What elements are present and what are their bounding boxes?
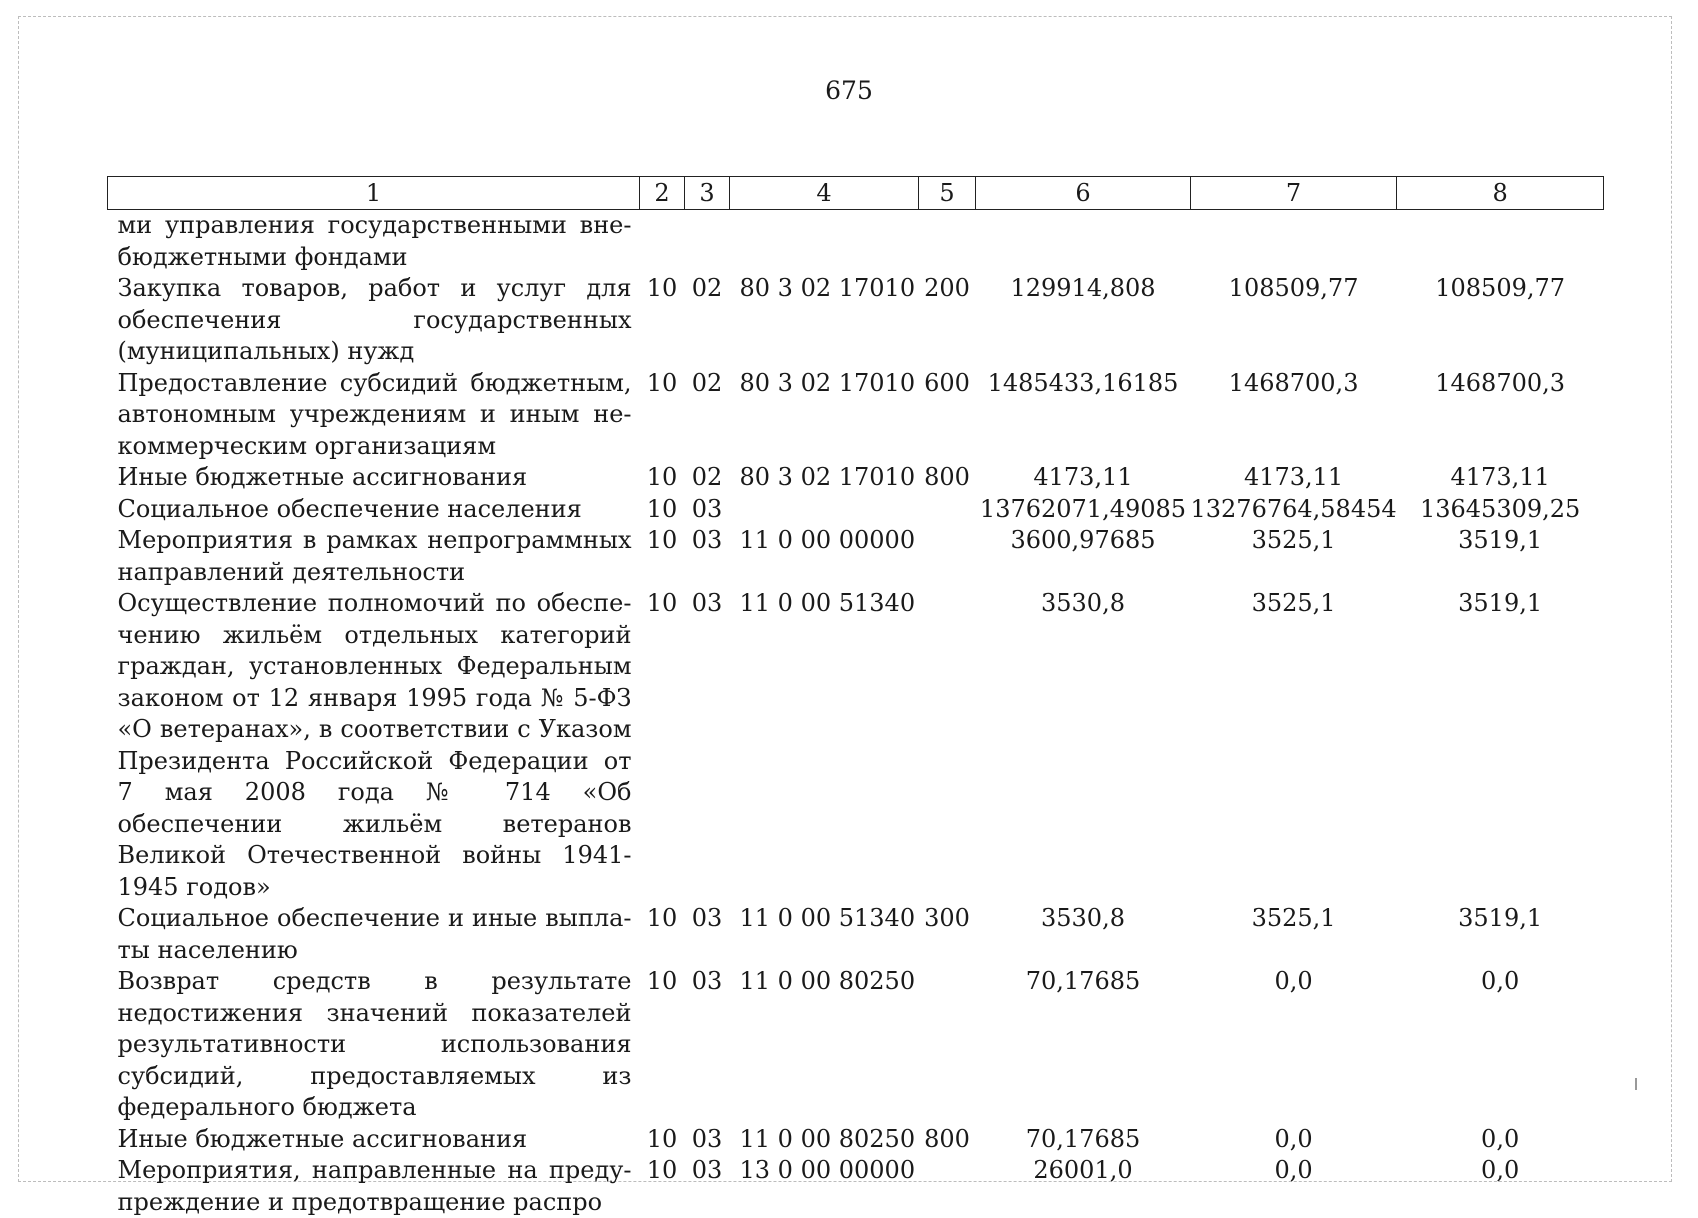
cell-target-article: 80 3 02 17010: [730, 368, 919, 463]
column-header-4: 4: [730, 177, 919, 210]
column-header-1: 1: [108, 177, 640, 210]
cell-amount-8: 0,0: [1397, 1155, 1604, 1218]
cell-section: 10: [640, 588, 685, 903]
cell-name: Иные бюджетные ассигнования: [108, 1124, 640, 1156]
cell-amount-6: 70,17685: [976, 1124, 1191, 1156]
cell-section: 10: [640, 966, 685, 1124]
cell-subsection: 02: [685, 273, 730, 368]
cell-amount-6: 13762071,49085: [976, 494, 1191, 526]
cell-target-article: 13 0 00 00000: [730, 1155, 919, 1218]
cell-subsection: 03: [685, 1155, 730, 1218]
cell-amount-6: 4173,11: [976, 462, 1191, 494]
cell-name: Возврат средств в результате недостижения значений показателей результативности использования субсидий, предоставляемых из федерального бюджета: [108, 966, 640, 1124]
cell-amount-6: 3530,8: [976, 903, 1191, 966]
table-row: [108, 494, 1604, 526]
cell-amount-7: 0,0: [1191, 966, 1397, 1124]
cell-target-article: 11 0 00 80250: [730, 966, 919, 1124]
table-row: [108, 525, 1604, 588]
cell-target-article: 80 3 02 17010: [730, 462, 919, 494]
cell-amount-6: 3600,97685: [976, 525, 1191, 588]
cell-expense-type: [919, 966, 976, 1124]
cell-target-article: 11 0 00 51340: [730, 588, 919, 903]
cell-section: 10: [640, 1155, 685, 1218]
column-header-2: 2: [640, 177, 685, 210]
cell-amount-7: 4173,11: [1191, 462, 1397, 494]
cell-target-article: 11 0 00 51340: [730, 903, 919, 966]
cell-amount-6: 129914,808: [976, 273, 1191, 368]
cell-amount-6: 1485433,16185: [976, 368, 1191, 463]
cell-subsection: 02: [685, 368, 730, 463]
cell-subsection: 02: [685, 462, 730, 494]
column-header-7: 7: [1191, 177, 1397, 210]
table-row: [108, 462, 1604, 494]
table-row: [108, 368, 1604, 463]
cell-name: Мероприятия, направленные на предупреждение и предотвращение распро: [108, 1155, 640, 1218]
cell-amount-7: 3525,1: [1191, 588, 1397, 903]
column-header-3: 3: [685, 177, 730, 210]
cell-expense-type: [919, 210, 976, 274]
cell-name: Осуществление полномочий по обеспечению жильём отдельных категорий граждан, установленных Федеральным законом от 12 января 1995 года № 5-ФЗ «О ветеранах», в соответствии с Указом Президента Российской Федерации от 7 мая 2008 года № 714 «Об обеспечении жильём ветеранов Великой Отечественной войны 1941-1945 годов»: [108, 588, 640, 903]
cell-amount-7: [1191, 210, 1397, 274]
cell-amount-7: 13276764,58454: [1191, 494, 1397, 526]
budget-table: [107, 176, 1604, 1218]
cell-target-article: 80 3 02 17010: [730, 273, 919, 368]
cell-expense-type: [919, 588, 976, 903]
cell-target-article: 11 0 00 00000: [730, 525, 919, 588]
cell-name: Иные бюджетные ассигнования: [108, 462, 640, 494]
table-row: [108, 588, 1604, 903]
cell-amount-7: 0,0: [1191, 1124, 1397, 1156]
table-row: [108, 210, 1604, 274]
scan-mark: [1635, 1078, 1637, 1090]
cell-amount-8: 4173,11: [1397, 462, 1604, 494]
cell-subsection: 03: [685, 966, 730, 1124]
cell-amount-6: 3530,8: [976, 588, 1191, 903]
cell-section: [640, 210, 685, 274]
cell-name: Социальное обеспечение населения: [108, 494, 640, 526]
page-number: 675: [0, 76, 1698, 105]
cell-amount-7: 3525,1: [1191, 525, 1397, 588]
table-row: [108, 273, 1604, 368]
table-body: [108, 210, 1604, 1218]
cell-amount-6: 70,17685: [976, 966, 1191, 1124]
table-header: [108, 177, 1604, 210]
cell-amount-8: 3519,1: [1397, 588, 1604, 903]
cell-section: 10: [640, 903, 685, 966]
cell-amount-8: 13645309,25: [1397, 494, 1604, 526]
cell-expense-type: 300: [919, 903, 976, 966]
cell-section: 10: [640, 368, 685, 463]
cell-target-article: [730, 210, 919, 274]
header-row: [108, 177, 1604, 210]
cell-target-article: 11 0 00 80250: [730, 1124, 919, 1156]
column-header-5: 5: [919, 177, 976, 210]
cell-section: 10: [640, 494, 685, 526]
cell-subsection: 03: [685, 525, 730, 588]
cell-amount-8: 0,0: [1397, 1124, 1604, 1156]
cell-amount-7: 108509,77: [1191, 273, 1397, 368]
cell-expense-type: [919, 1155, 976, 1218]
cell-expense-type: 200: [919, 273, 976, 368]
cell-amount-8: 0,0: [1397, 966, 1604, 1124]
cell-name: Социальное обеспечение и иные выплаты населению: [108, 903, 640, 966]
cell-target-article: [730, 494, 919, 526]
cell-amount-7: 1468700,3: [1191, 368, 1397, 463]
cell-amount-8: 3519,1: [1397, 903, 1604, 966]
cell-amount-7: 0,0: [1191, 1155, 1397, 1218]
cell-name: Предоставление субсидий бюджетным, автономным учреждениям и иным некоммерческим организациям: [108, 368, 640, 463]
cell-section: 10: [640, 462, 685, 494]
cell-name: ми управления государственными внебюджетными фондами: [108, 210, 640, 274]
cell-amount-7: 3525,1: [1191, 903, 1397, 966]
cell-expense-type: 600: [919, 368, 976, 463]
cell-amount-8: [1397, 210, 1604, 274]
cell-section: 10: [640, 525, 685, 588]
cell-amount-6: 26001,0: [976, 1155, 1191, 1218]
table-row: [108, 903, 1604, 966]
cell-expense-type: 800: [919, 462, 976, 494]
cell-expense-type: [919, 525, 976, 588]
cell-expense-type: [919, 494, 976, 526]
cell-subsection: [685, 210, 730, 274]
column-header-6: 6: [976, 177, 1191, 210]
cell-name: Закупка товаров, работ и услуг для обеспечения государственных (муниципальных) нужд: [108, 273, 640, 368]
cell-amount-6: [976, 210, 1191, 274]
cell-section: 10: [640, 1124, 685, 1156]
table-row: [108, 966, 1604, 1124]
cell-subsection: 03: [685, 494, 730, 526]
table-row: [108, 1155, 1604, 1218]
column-header-8: 8: [1397, 177, 1604, 210]
cell-amount-8: 108509,77: [1397, 273, 1604, 368]
cell-amount-8: 3519,1: [1397, 525, 1604, 588]
cell-section: 10: [640, 273, 685, 368]
cell-subsection: 03: [685, 903, 730, 966]
cell-expense-type: 800: [919, 1124, 976, 1156]
table-row: [108, 1124, 1604, 1156]
cell-subsection: 03: [685, 1124, 730, 1156]
cell-name: Мероприятия в рамках непрограммных направлений деятельности: [108, 525, 640, 588]
cell-amount-8: 1468700,3: [1397, 368, 1604, 463]
cell-subsection: 03: [685, 588, 730, 903]
